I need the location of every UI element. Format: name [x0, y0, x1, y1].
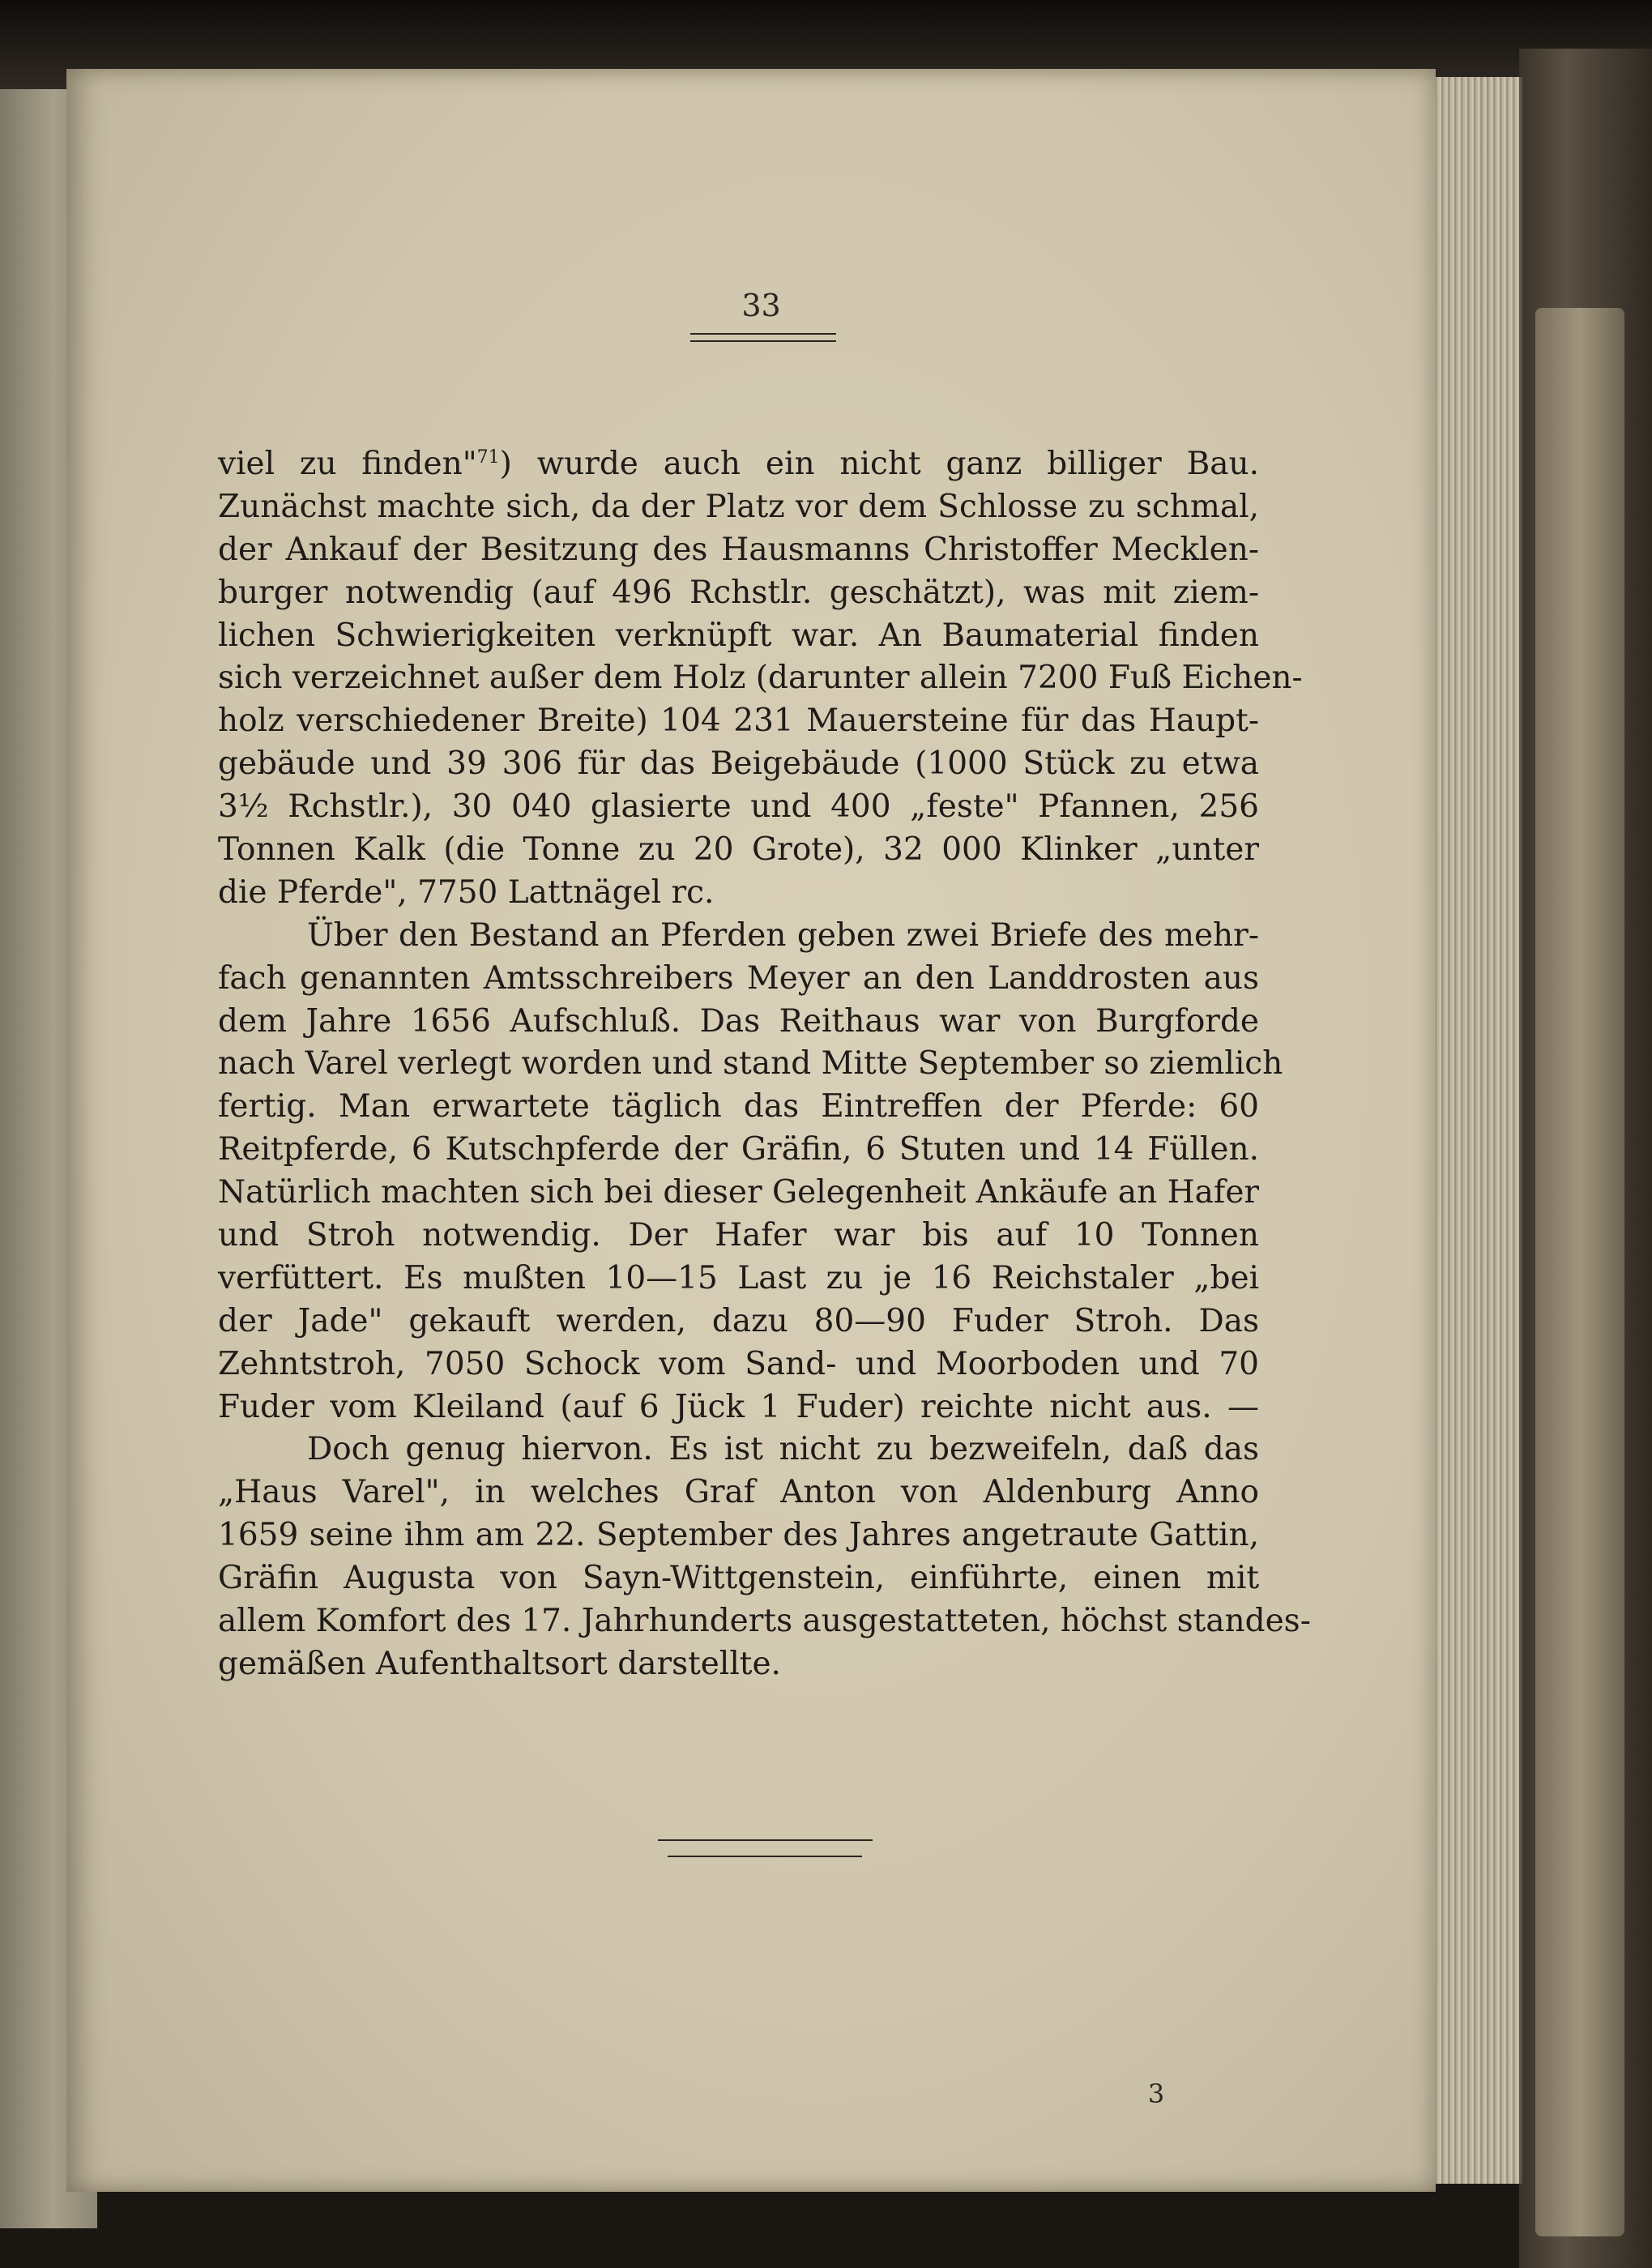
text-line: Zunächst machte sich, da der Platz vor dem Schlosse zu schmal,	[218, 488, 1259, 525]
text-line: fach genannten Amtsschreibers Meyer an den Landdrosten aus	[218, 959, 1259, 997]
book-page	[66, 69, 1436, 2192]
text-line: „Haus Varel", in welches Graf Anton von Aldenburg Anno	[218, 1474, 1259, 1511]
text-line: Gräfin Augusta von Sayn-Wittgenstein, einführte, einen mit	[218, 1560, 1259, 1597]
text-line: Über den Bestand an Pferden geben zwei Briefe des mehr-	[307, 916, 1259, 954]
body-text	[218, 443, 1311, 1686]
text-line: Fuder vom Kleiland (auf 6 Jück 1 Fuder) reichte nicht aus. —	[218, 1388, 1259, 1425]
text-line: dem Jahre 1656 Aufschluß. Das Reithaus war von Burgforde	[218, 1002, 1259, 1040]
text-line: 1659 seine ihm am 22. September des Jahres angetraute Gattin,	[218, 1517, 1259, 1554]
text-line: nach Varel verlegt worden und stand Mitte September so ziemlich	[218, 1045, 1283, 1083]
text-line: burger notwendig (auf 496 Rchstlr. geschätzt), was mit ziem-	[218, 574, 1259, 611]
text-line: verfüttert. Es mußten 10—15 Last zu je 16 Reichstaler „bei	[218, 1259, 1259, 1296]
text-line: Doch genug hiervon. Es ist nicht zu bezweifeln, daß das	[307, 1431, 1259, 1468]
text-line: fertig. Man erwartete täglich das Eintreffen der Pferde: 60	[218, 1088, 1259, 1125]
book-cover-right	[1519, 49, 1652, 2268]
footnote-marker: 71	[476, 447, 500, 468]
page-number-rule	[690, 340, 836, 342]
text-line: allem Komfort des 17. Jahrhunderts ausgestatteten, höchst standes-	[218, 1603, 1311, 1640]
text-line: gebäude und 39 306 für das Beigebäude (1000 Stück zu etwa	[218, 745, 1259, 783]
text-line: 3½ Rchstlr.), 30 040 glasierte und 400 „feste" Pfannen, 256	[218, 788, 1259, 826]
text-line: viel zu finden"$^{71}$) wurde auch ein nicht ganz billiger Bau.	[218, 446, 1259, 482]
page-number-rule	[690, 333, 836, 335]
cover-spine-strip	[1535, 308, 1624, 2236]
text-line: lichen Schwierigkeiten verknüpft war. An Baumaterial finden	[218, 617, 1259, 654]
text-line: Zehntstroh, 7050 Schock vom Sand- und Moorboden und 70	[218, 1345, 1259, 1382]
text-line: und Stroh notwendig. Der Hafer war bis auf 10 Tonnen	[218, 1217, 1259, 1254]
text-line: die Pferde", 7750 Lattnägel rc.	[218, 873, 715, 911]
text-line: Tonnen Kalk (die Tonne zu 20 Grote), 32 000 Klinker „unter	[218, 831, 1259, 869]
text-line: Natürlich machten sich bei dieser Gelegenheit Ankäufe an Hafer	[218, 1174, 1260, 1211]
text-line: der Jade" gekauft werden, dazu 80—90 Fuder Stroh. Das	[218, 1302, 1259, 1339]
text-line: Reitpferde, 6 Kutschpferde der Gräfin, 6 Stuten und 14 Füllen.	[218, 1131, 1259, 1168]
signature-mark: 3	[1147, 2078, 1165, 2109]
text-line: sich verzeichnet außer dem Holz (darunter allein 7200 Fuß Eichen-	[218, 660, 1303, 697]
closing-rule	[658, 1839, 873, 1841]
text-line: der Ankauf der Besitzung des Hausmanns Christoffer Mecklen-	[218, 531, 1259, 568]
page-number: 33	[741, 288, 781, 323]
text-line: holz verschiedener Breite) 104 231 Mauersteine für das Haupt-	[218, 703, 1259, 740]
text-line: gemäßen Aufenthaltsort darstellte.	[218, 1645, 781, 1682]
closing-rule	[668, 1856, 862, 1857]
